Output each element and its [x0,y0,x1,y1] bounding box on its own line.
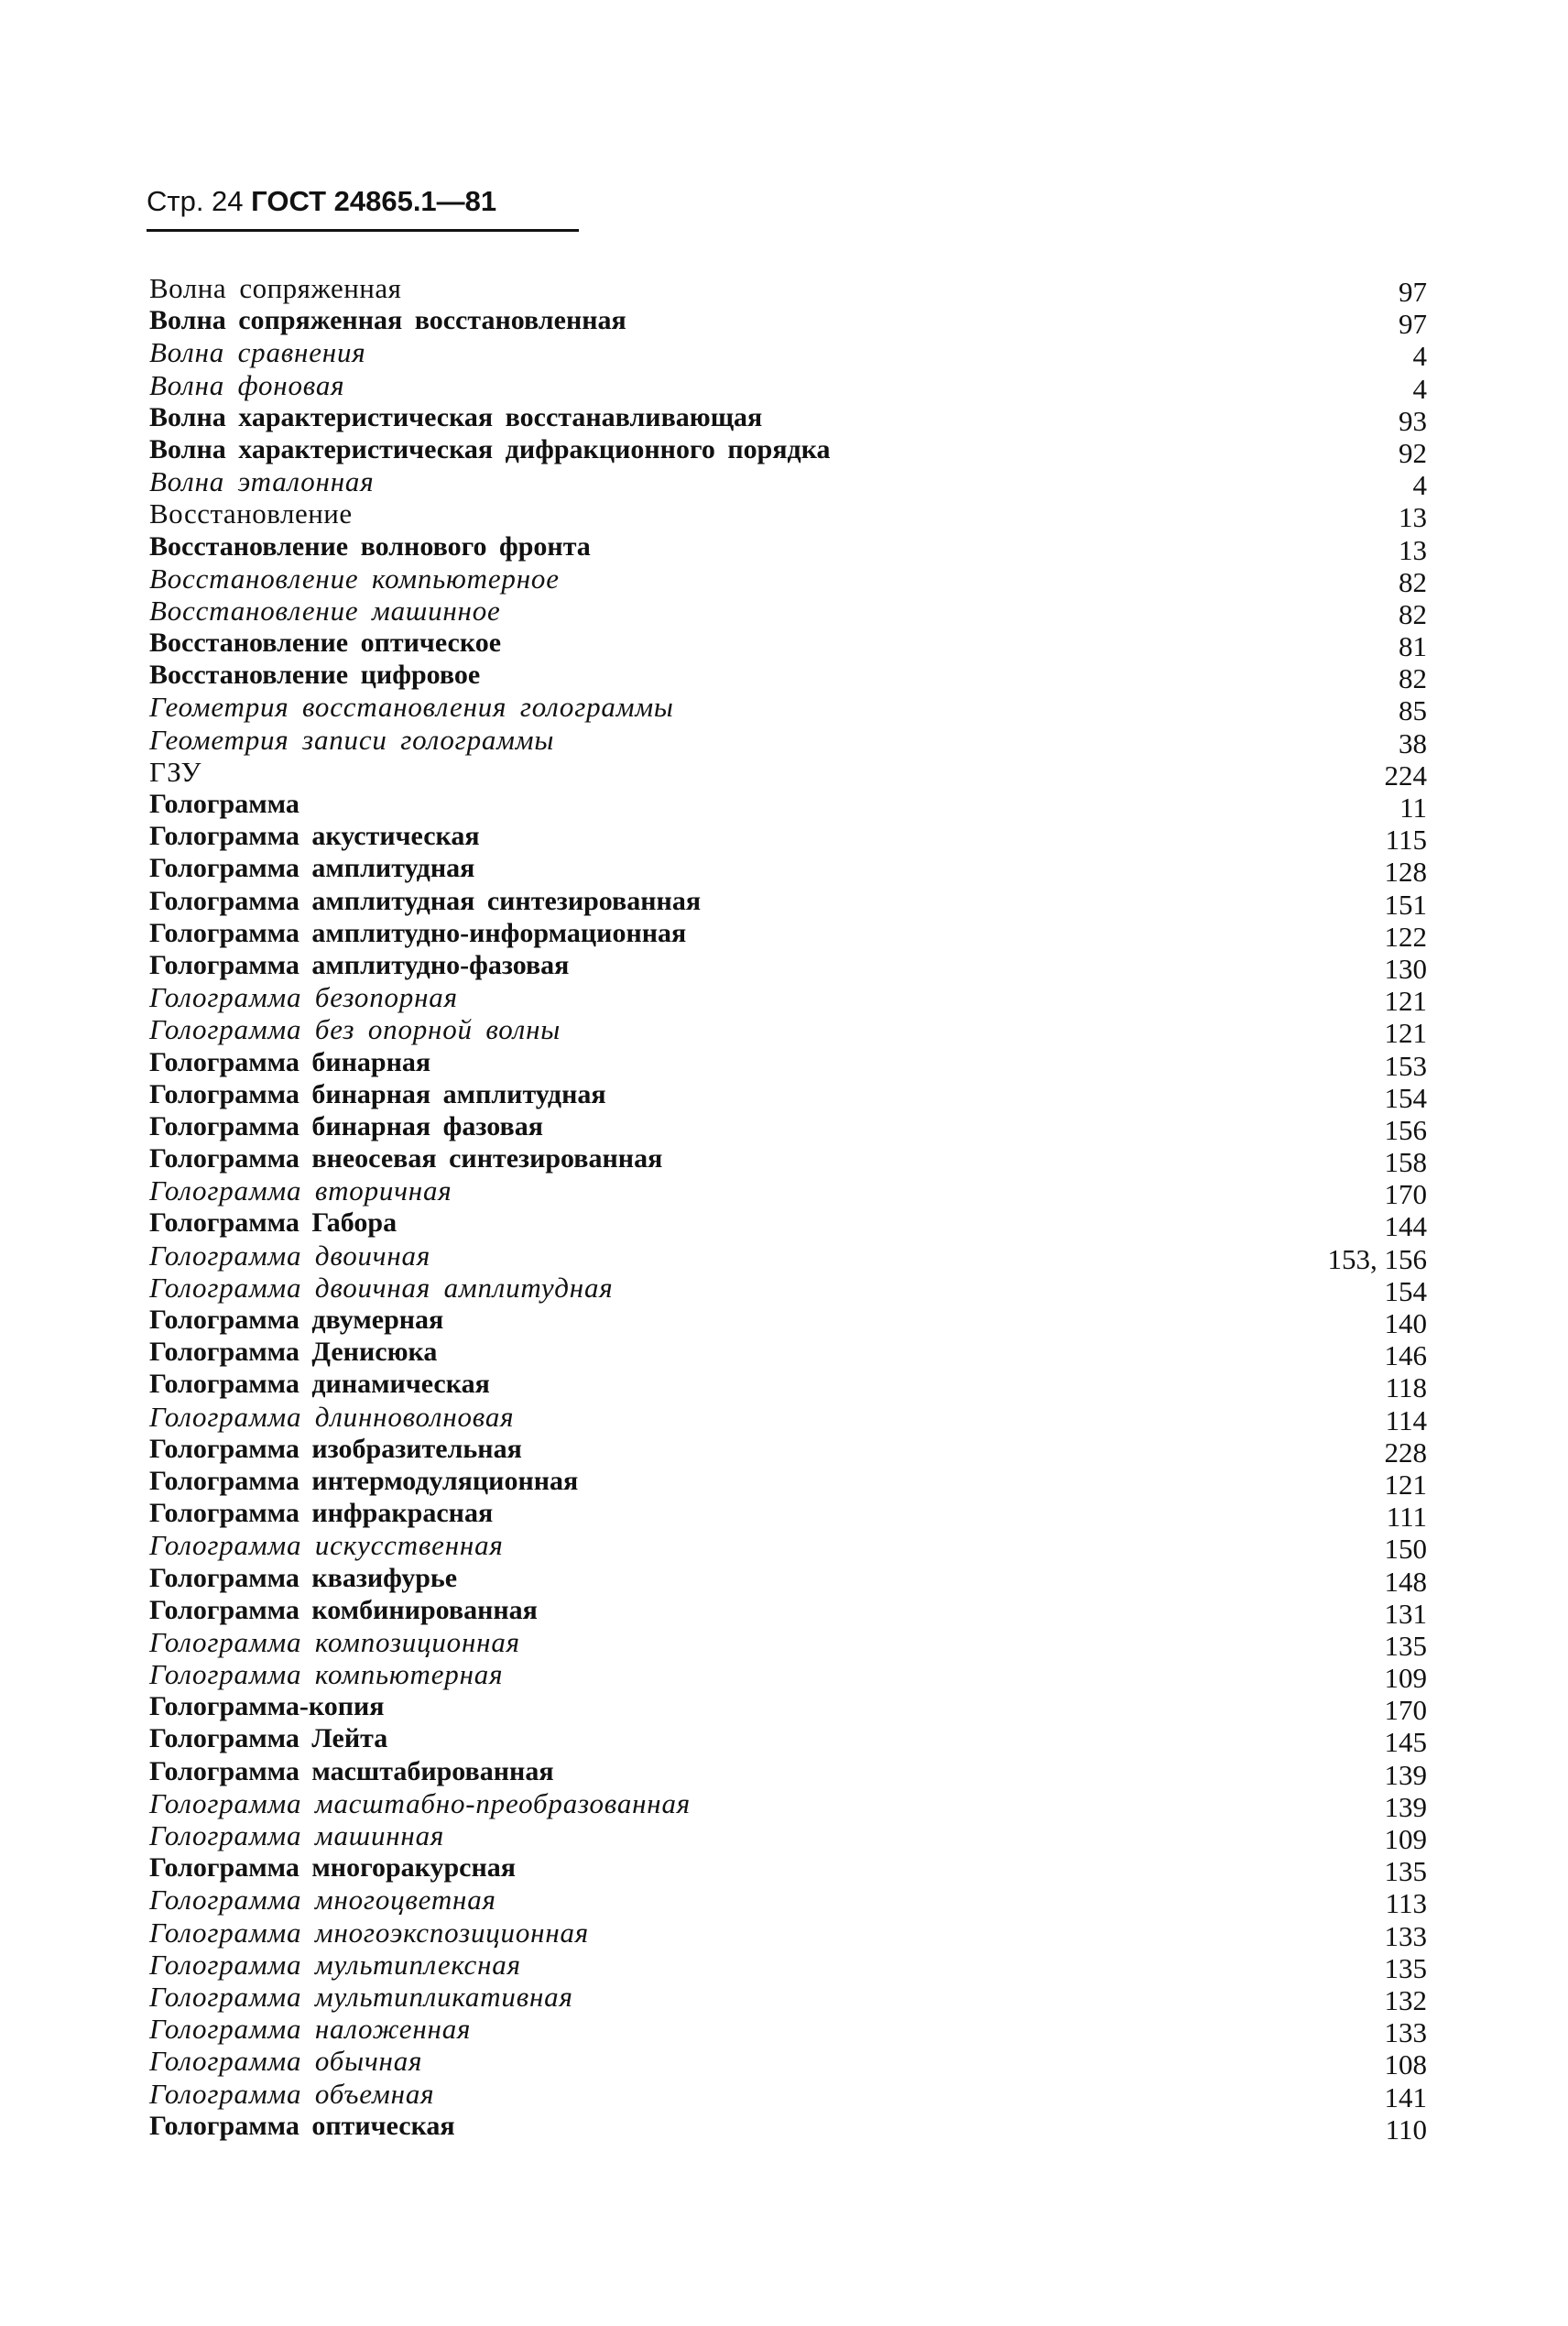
index-entry [149,1625,1427,1662]
index-term: Голограмма искусственная [149,1529,504,1562]
index-term: Восстановление волнового фронта [149,530,591,562]
page-number-label: Стр. 24 [147,185,244,217]
index-entry [149,917,1427,953]
index-term: Голограмма многоракурсная [149,1852,517,1884]
term-index-list [149,272,1427,2146]
index-page-number: 85 [1399,694,1427,727]
index-entry [149,1400,1427,1436]
index-page-number: 108 [1384,2048,1427,2081]
index-term: Голограмма бинарная амплитудная [149,1078,606,1109]
index-page-number: 128 [1384,856,1427,889]
index-entry [149,1433,1427,1469]
index-entry [149,1046,1427,1082]
index-term: Голограмма комбинированная [149,1594,538,1625]
index-entry [149,1207,1427,1243]
index-entry [149,1497,1427,1534]
index-page-number: 135 [1384,1629,1427,1662]
index-term: Голограмма двоичная амплитудная [149,1271,614,1304]
index-page-number: 170 [1384,1178,1427,1211]
index-entry [149,1239,1427,1275]
index-term: Голограмма двоичная [149,1239,431,1272]
index-page-number: 133 [1384,2016,1427,2049]
index-term: Голограмма амплитудно-фазовая [149,949,570,980]
index-entry [149,497,1427,534]
index-entry [149,1948,1427,1984]
standard-designation: ГОСТ 24865.1—81 [251,185,497,217]
index-term: Голограмма многоцветная [149,1884,496,1916]
index-page-number: 97 [1399,276,1427,308]
index-entry [149,723,1427,759]
index-page-number: 130 [1384,952,1427,985]
index-term: Геометрия записи голограммы [149,723,555,756]
index-term: Голограмма-копия [149,1691,385,1722]
index-entry [149,530,1427,566]
index-term: Голограмма амплитудная [149,853,475,884]
index-term: Голограмма Габора [149,1207,397,1239]
index-page-number: 13 [1399,533,1427,566]
index-entry [149,1690,1427,1727]
index-page-number: 140 [1384,1307,1427,1339]
index-entry [149,2013,1427,2049]
index-term: Волна сопряженная восстановленная [149,305,626,336]
index-entry [149,1078,1427,1114]
index-entry [149,594,1427,630]
index-entry [149,1755,1427,1791]
index-entry [149,336,1427,373]
index-page-number: 150 [1384,1533,1427,1566]
index-term: Голограмма обычная [149,2045,423,2078]
index-term: Голограмма внеосевая синтезированная [149,1143,663,1174]
index-page-number: 109 [1384,1662,1427,1695]
index-entry [149,1562,1427,1598]
index-entry [149,304,1427,341]
index-term: Голограмма машинная [149,1819,445,1851]
index-page-number: 4 [1412,372,1427,405]
index-entry [149,1851,1427,1888]
index-entry [149,1271,1427,1307]
index-term: Голограмма мультиплексная [149,1948,521,1981]
index-page-number: 113 [1385,1887,1427,1920]
index-term: Голограмма Лейта [149,1723,388,1754]
index-page-number: 82 [1399,565,1427,598]
index-term: Голограмма мультипликативная [149,1980,573,2013]
index-term: Голограмма бинарная [149,1046,431,1077]
index-entry [149,2077,1427,2113]
index-term: Голограмма многоэкспозиционная [149,1916,590,1949]
index-page-number: 170 [1384,1694,1427,1727]
index-page-number: 13 [1399,501,1427,534]
index-page-number: 145 [1384,1726,1427,1759]
index-term: Голограмма амплитудно-информационная [149,917,687,948]
index-entry [149,2110,1427,2146]
index-term: Голограмма динамическая [149,1369,490,1400]
index-entry [149,1884,1427,1920]
index-entry [149,433,1427,469]
index-term: Волна сравнения [149,336,366,369]
index-entry [149,1786,1427,1823]
header-underline [147,229,579,232]
index-term: Голограмма масштабированная [149,1755,554,1786]
index-entry [149,1368,1427,1404]
index-page-number: 109 [1384,1823,1427,1855]
index-page-number: 153 [1384,1049,1427,1082]
index-entry [149,1174,1427,1211]
index-page-number: 139 [1384,1758,1427,1791]
index-entry [149,2045,1427,2081]
index-page-number: 114 [1385,1403,1427,1436]
index-page-number: 97 [1399,308,1427,341]
index-term: Голограмма объемная [149,2077,435,2110]
index-entry [149,627,1427,663]
index-term: Голограмма наложенная [149,2013,472,2046]
index-term: Голограмма Денисюка [149,1337,438,1368]
index-page-number: 141 [1384,2080,1427,2113]
index-entry [149,1529,1427,1566]
index-page-number: 118 [1385,1371,1427,1404]
index-entry [149,788,1427,824]
index-page-number: 121 [1384,1017,1427,1050]
index-term: Голограмма безопорная [149,981,458,1014]
index-page-number: 133 [1384,1919,1427,1952]
index-entry [149,1013,1427,1050]
index-entry [149,272,1427,308]
index-entry [149,1658,1427,1695]
index-term: Волна фоновая [149,368,345,401]
index-entry [149,1722,1427,1759]
index-page-number: 148 [1384,1565,1427,1598]
index-page-number: 154 [1384,1274,1427,1307]
index-entry [149,1594,1427,1630]
index-term: Голограмма инфракрасная [149,1498,494,1529]
index-entry [149,949,1427,985]
index-page-number: 11 [1399,792,1427,824]
index-page-number: 92 [1399,436,1427,469]
index-entry [149,852,1427,889]
index-entry [149,1465,1427,1501]
index-page-number: 81 [1399,630,1427,663]
index-term: Голограмма [149,789,299,819]
index-term: Волна характеристическая дифракционного порядка [149,433,831,464]
index-page-number: 4 [1412,469,1427,502]
page-header [147,183,496,220]
index-entry [149,691,1427,727]
index-term: Голограмма вторичная [149,1174,452,1207]
index-term: Голограмма оптическая [149,2110,455,2141]
index-page-number: 144 [1384,1210,1427,1243]
index-term: Голограмма композиционная [149,1625,520,1658]
index-page-number: 111 [1386,1501,1427,1534]
index-term: Восстановление цифровое [149,660,481,691]
index-page-number: 224 [1384,759,1427,792]
index-entry [149,820,1427,857]
index-page-number: 158 [1384,1146,1427,1179]
index-entry [149,755,1427,792]
index-page-number: 82 [1399,662,1427,695]
index-term: Голограмма амплитудная синтезированная [149,885,702,916]
index-term: Восстановление компьютерное [149,562,560,595]
index-term: Волна сопряженная [149,272,402,304]
index-term: Геометрия восстановления голограммы [149,691,674,724]
index-page-number: 122 [1384,920,1427,953]
index-term: Голограмма бинарная фазовая [149,1110,543,1141]
index-term: Голограмма двумерная [149,1305,444,1335]
index-entry [149,1980,1427,2016]
index-page-number: 132 [1384,1983,1427,2016]
index-entry [149,465,1427,502]
index-term: Восстановление [149,497,353,530]
index-page-number: 38 [1399,726,1427,759]
index-page-number: 82 [1399,597,1427,630]
index-entry [149,401,1427,437]
index-term: Голограмма акустическая [149,821,480,852]
index-entry [149,1110,1427,1146]
index-page-number: 135 [1384,1951,1427,1984]
index-page-number: 135 [1384,1855,1427,1888]
index-entry [149,1819,1427,1855]
index-term: Голограмма длинноволновая [149,1400,515,1433]
index-page-number: 110 [1385,2113,1427,2146]
index-page-number: 4 [1412,340,1427,373]
index-entry [149,1304,1427,1339]
index-term: Волна эталонная [149,465,375,498]
index-term: Восстановление оптическое [149,628,502,659]
index-term: Голограмма без опорной волны [149,1013,561,1046]
index-page-number: 121 [1384,985,1427,1018]
index-entry [149,1142,1427,1179]
index-page-number: 115 [1385,824,1427,857]
index-page-number: 139 [1384,1790,1427,1823]
index-term: Восстановление машинное [149,594,501,627]
index-term: ГЗУ [149,755,201,788]
index-term: Голограмма интермодуляционная [149,1465,579,1496]
index-entry [149,1916,1427,1952]
index-entry [149,562,1427,598]
index-page-number: 151 [1384,888,1427,921]
index-entry [149,1336,1427,1372]
index-entry [149,368,1427,405]
index-term: Голограмма масштабно-преобразованная [149,1786,691,1819]
index-term: Голограмма изобразительная [149,1433,522,1464]
index-term: Голограмма квазифурье [149,1562,458,1593]
index-page-number: 93 [1399,404,1427,437]
index-entry [149,885,1427,921]
index-page-number: 154 [1384,1081,1427,1114]
index-page-number: 156 [1384,1113,1427,1146]
index-entry [149,981,1427,1018]
index-page-number: 228 [1384,1436,1427,1469]
index-page-number: 131 [1384,1597,1427,1630]
index-page-number: 153, 156 [1327,1242,1427,1275]
index-page-number: 121 [1384,1468,1427,1501]
index-term: Голограмма компьютерная [149,1658,504,1691]
index-term: Волна характеристическая восстанавливающая [149,401,763,432]
index-entry [149,659,1427,695]
index-page-number: 146 [1384,1339,1427,1372]
